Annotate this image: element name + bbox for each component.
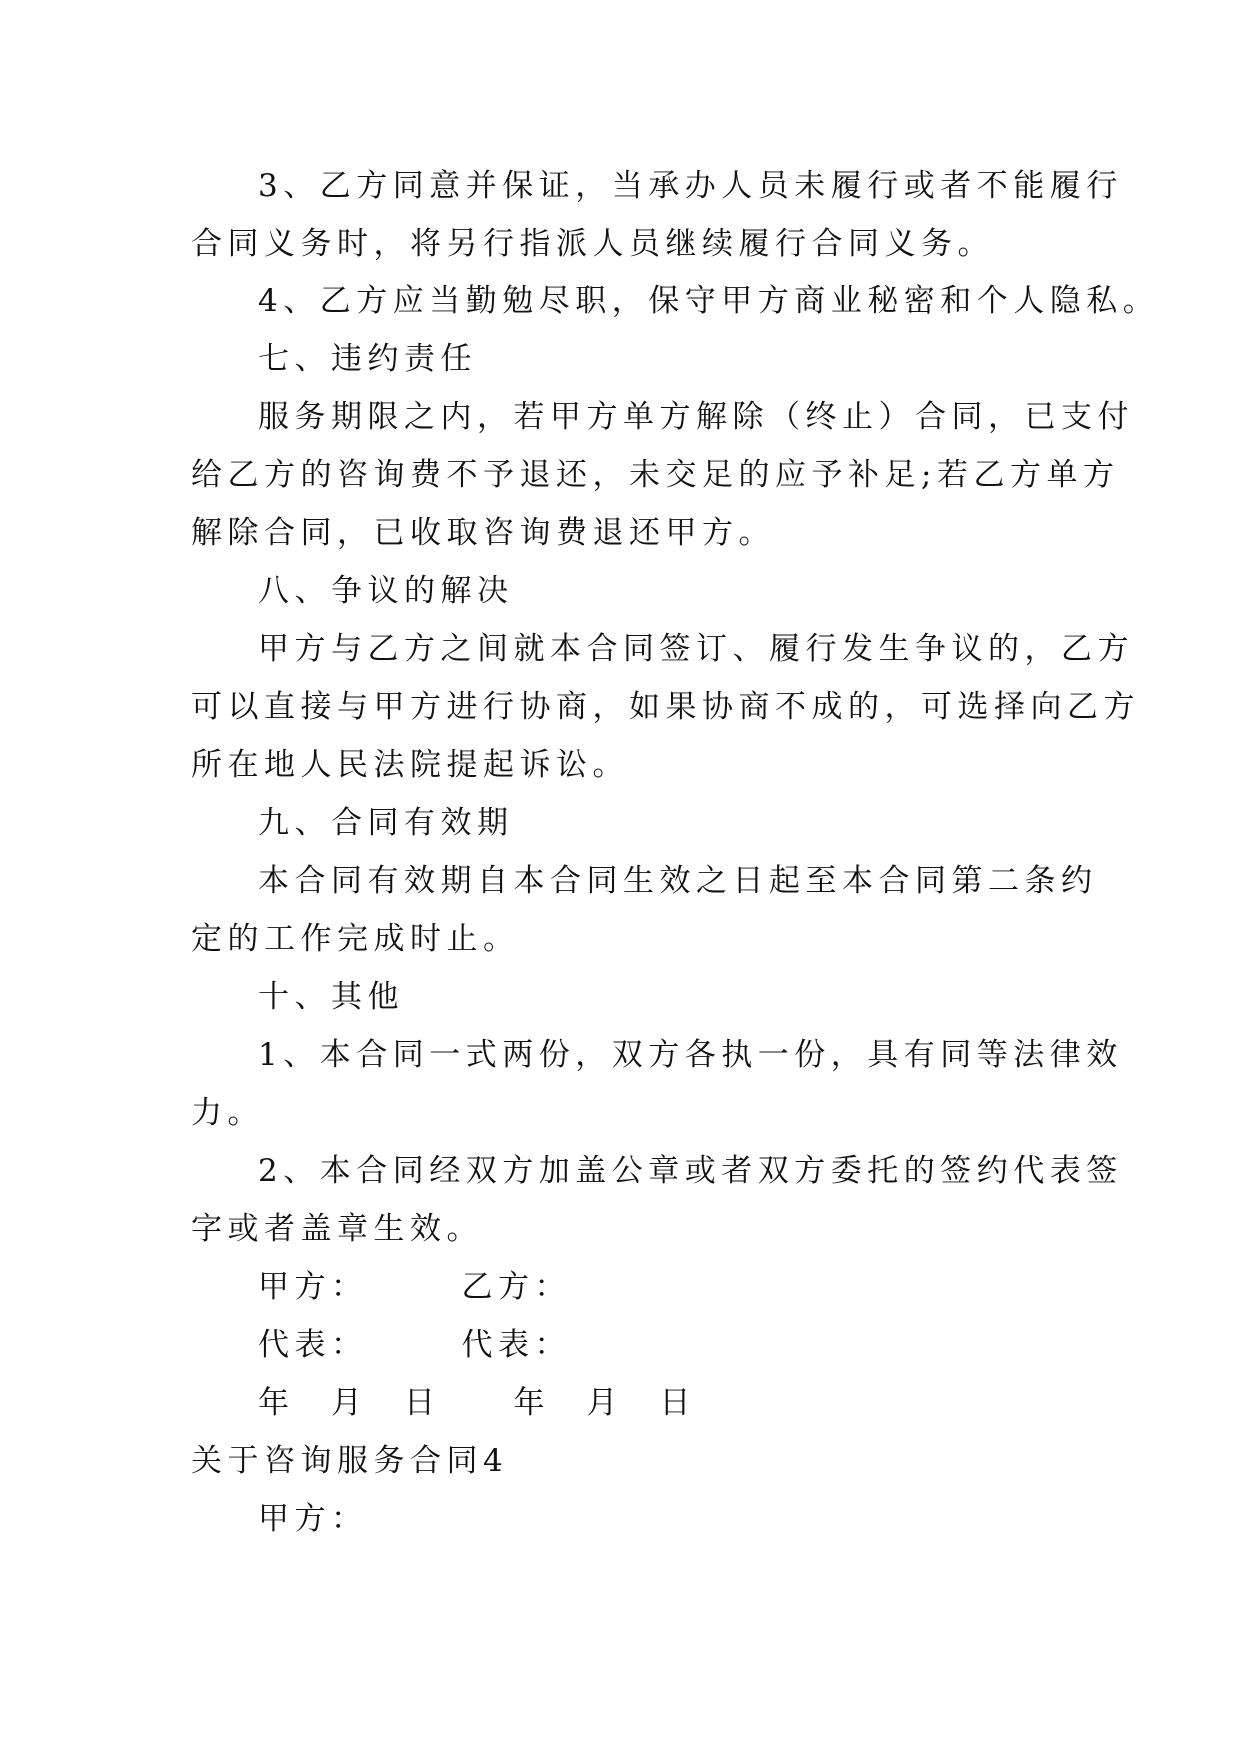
signature-dates-line: 年 月 日 年 月 日 (258, 1385, 696, 1421)
section-10-heading: 十、其他 (258, 979, 404, 1015)
signature-representatives-line: 代表： 代表： (258, 1327, 571, 1363)
section-8-para-line-2: 可以直接与甲方进行协商，如果协商不成的，可选择向乙方 (191, 689, 1140, 725)
signature-parties-line: 甲方： 乙方： (258, 1269, 571, 1305)
section-8-heading: 八、争议的解决 (258, 573, 514, 609)
next-contract-party-a: 甲方： (258, 1501, 368, 1537)
clause-6-3-line-1: 3、乙方同意并保证，当承办人员未履行或者不能履行 (258, 168, 1123, 204)
section-8-para-line-3: 所在地人民法院提起诉讼。 (191, 747, 629, 783)
next-contract-title: 关于咨询服务合同4 (191, 1443, 509, 1479)
section-7-para-line-1: 服务期限之内，若甲方单方解除（终止）合同，已支付 (258, 399, 1134, 435)
clause-10-2-line-1: 2、本合同经双方加盖公章或者双方委托的签约代表签 (258, 1153, 1123, 1189)
clause-10-1-line-1: 1、本合同一式两份，双方各执一份，具有同等法律效 (258, 1037, 1123, 1073)
clause-6-4-line-1: 4、乙方应当勤勉尽职，保守甲方商业秘密和个人隐私。 (258, 283, 1160, 319)
section-9-para-line-1: 本合同有效期自本合同生效之日起至本合同第二条约 (258, 863, 1098, 899)
section-8-para-line-1: 甲方与乙方之间就本合同签订、履行发生争议的，乙方 (258, 631, 1134, 667)
section-7-para-line-3: 解除合同，已收取咨询费退还甲方。 (191, 515, 775, 551)
section-7-heading: 七、违约责任 (258, 341, 477, 377)
section-7-para-line-2: 给乙方的咨询费不予退还，未交足的应予补足;若乙方单方 (191, 457, 1120, 493)
clause-6-3-line-2: 合同义务时，将另行指派人员继续履行合同义务。 (191, 226, 994, 262)
section-9-heading: 九、合同有效期 (258, 805, 514, 841)
clause-10-1-line-2: 力。 (191, 1095, 264, 1131)
clause-10-2-line-2: 字或者盖章生效。 (191, 1211, 483, 1247)
section-9-para-line-2: 定的工作完成时止。 (191, 921, 520, 957)
